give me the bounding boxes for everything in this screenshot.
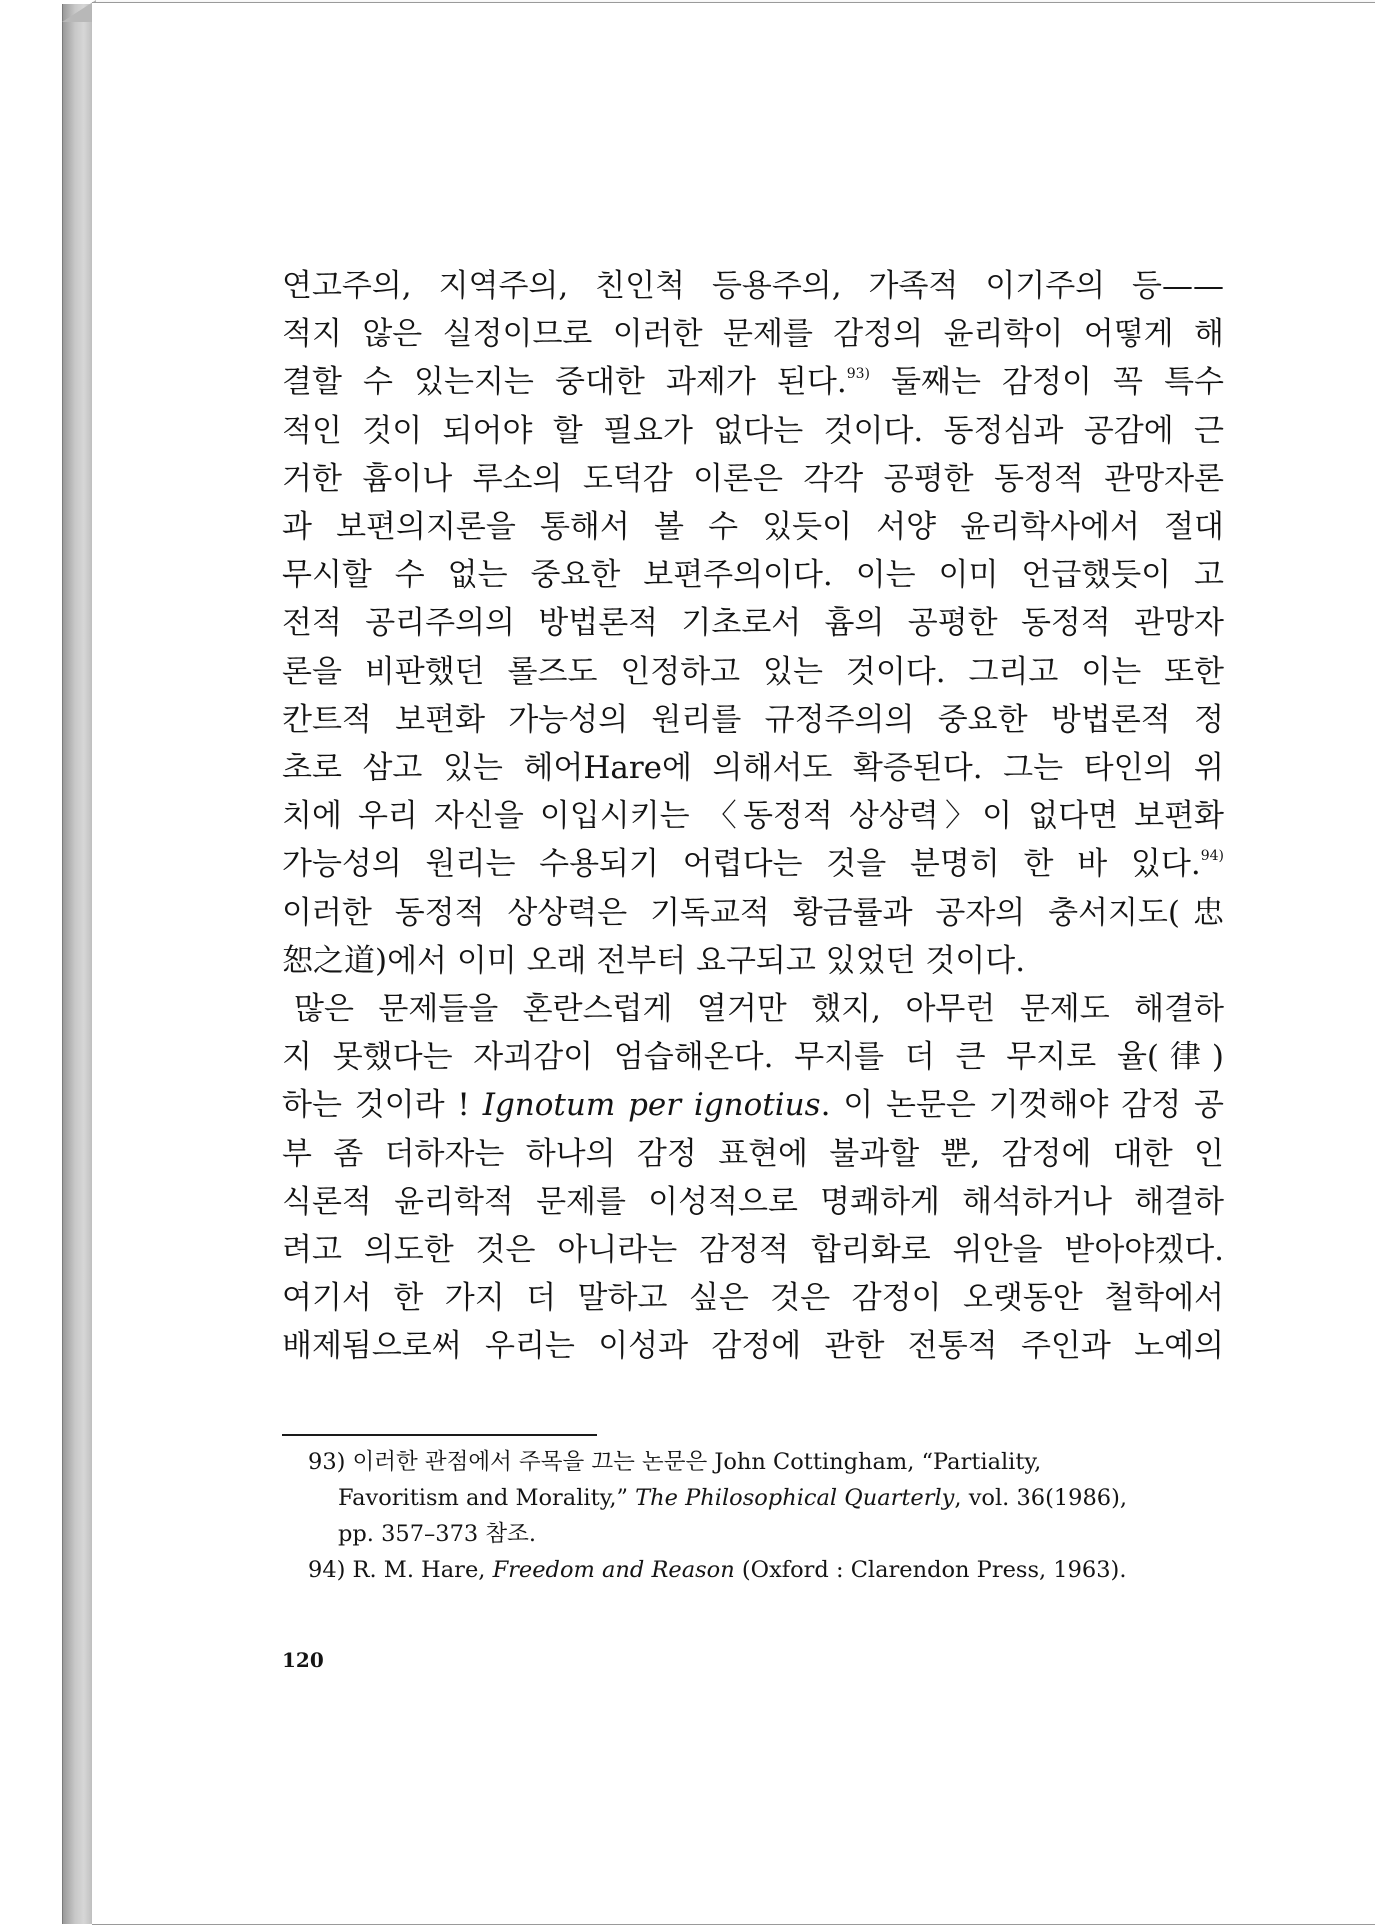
page-number: 120	[282, 1648, 324, 1672]
text-line: 칸트적 보편화 가능성의 원리를 규정주의의 중요한 방법론적 정	[282, 701, 1224, 738]
text-line: 거한 흄이나 루소의 도덕감 이론은 각각 공평한 동정적 관망자론	[282, 460, 1224, 497]
footnote-ref-93: 93)	[846, 366, 870, 383]
text-line: 지 못했다는 자괴감이 엄습해온다. 무지를 더 큰 무지로 율(律)	[282, 1039, 1224, 1076]
footnote-93-cont: Favoritism and Morality,” The Philosophical Quarterly, vol. 36(1986),	[338, 1485, 1128, 1511]
book-spine	[62, 4, 93, 1924]
footnote-93: 93) 이러한 관점에서 주목을 끄는 논문은 John Cottingham, “Partiality,	[308, 1449, 1042, 1475]
text-line: 적지 않은 실정이므로 이러한 문제를 감정의 윤리학이 어떻게 해	[282, 316, 1224, 353]
text-line: 론을 비판했던 롤즈도 인정하고 있는 것이다. 그리고 이는 또한	[282, 653, 1224, 690]
text-line: 하는 것이라 ! Ignotum per ignotius. 이 논문은 기껏해야 감정 공	[282, 1087, 1225, 1124]
text-line: 배제됨으로써 우리는 이성과 감정에 관한 전통적 주인과 노예의	[282, 1328, 1224, 1365]
paragraph-start: 많은 문제들을 혼란스럽게 열거만 했지, 아무런 문제도 해결하	[294, 991, 1224, 1028]
text-line: 식론적 윤리학적 문제를 이성적으로 명쾌하게 해석하거나 해결하	[282, 1183, 1224, 1220]
text-line: 적인 것이 되어야 할 필요가 없다는 것이다. 동정심과 공감에 근	[282, 412, 1224, 449]
journal-title: The Philosophical Quarterly	[635, 1485, 955, 1511]
footnote-94: 94) R. M. Hare, Freedom and Reason (Oxford : Clarendon Press, 1963).	[308, 1557, 1127, 1583]
body-text	[282, 262, 1224, 1371]
text-line: 치에 우리 자신을 이입시키는 〈동정적 상상력〉이 없다면 보편화	[282, 798, 1224, 835]
footnotes	[308, 1444, 1228, 1588]
text-line: 전적 공리주의의 방법론적 기초로서 흄의 공평한 동정적 관망자	[282, 605, 1224, 642]
footnote-divider	[282, 1434, 597, 1436]
text-line: 초로 삼고 있는 헤어Hare에 의해서도 확증된다. 그는 타인의 위	[282, 750, 1224, 787]
footnote-ref-94: 94)	[1200, 848, 1224, 865]
text-line: 이러한 동정적 상상력은 기독교적 황금률과 공자의 충서지도(忠	[282, 894, 1224, 931]
text-line: 려고 의도한 것은 아니라는 감정적 합리화로 위안을 받아야겠다.	[282, 1232, 1224, 1269]
text-line: 과 보편의지론을 통해서 볼 수 있듯이 서양 윤리학사에서 절대	[282, 509, 1224, 546]
text-line: 부 좀 더하자는 하나의 감정 표현에 불과할 뿐, 감정에 대한 인	[282, 1135, 1224, 1172]
text-line: 무시할 수 없는 중요한 보편주의이다. 이는 이미 언급했듯이 고	[282, 557, 1224, 594]
footnote-93-pages: pp. 357–373 참조.	[338, 1521, 537, 1547]
latin-phrase: Ignotum per ignotius	[482, 1087, 821, 1124]
text-line: 연고주의, 지역주의, 친인척 등용주의, 가족적 이기주의 등——	[282, 268, 1224, 304]
text-line: 결할 수 있는지는 중대한 과제가 된다.$^{93)}$ 둘째는 감정이 꼭 특수	[282, 364, 1224, 401]
book-title: Freedom and Reason	[492, 1557, 735, 1583]
text-line: 가능성의 원리는 수용되기 어렵다는 것을 분명히 한 바 있다.$^{94)}$	[282, 846, 1224, 883]
text-line: 恕之道)에서 이미 오래 전부터 요구되고 있었던 것이다.	[282, 942, 1026, 979]
text-line: 여기서 한 가지 더 말하고 싶은 것은 감정이 오랫동안 철학에서	[282, 1280, 1224, 1317]
